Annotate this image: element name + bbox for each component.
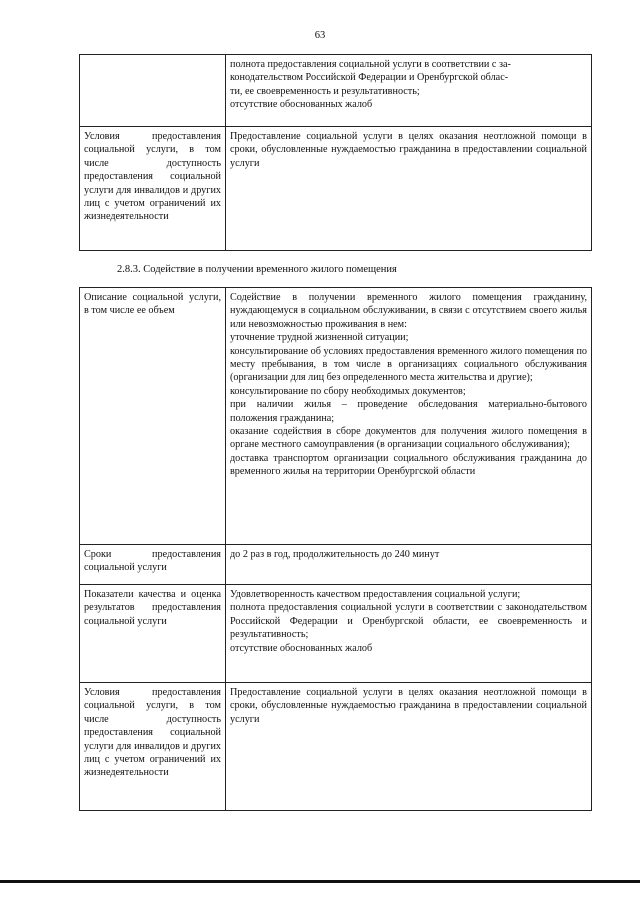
table-cell-value xyxy=(226,545,592,585)
section-heading: 2.8.3. Содействие в получении временного жилого помещения xyxy=(117,264,397,275)
table-row xyxy=(80,585,592,683)
table-cell-label: Условия предоставления социальной услуги, в том числе доступность предоставления социальной услуги для инвалидов и других лиц с учетом ограничений их жизнедеятельности xyxy=(80,683,226,811)
cell-line: консультирование об условиях предоставления временного жилого помещения по месту пребывания, в том числе в организациях социального обслуживания (организации для лиц без определенного места жительства и другие); xyxy=(230,345,587,384)
table-cell-value xyxy=(226,683,592,811)
cell-line: Предоставление социальной услуги в целях оказания неотложной помощи в сроки, обусловленные нуждаемостью гражданина в предоставлении социальной услуги xyxy=(230,687,587,725)
table-cell-value xyxy=(226,585,592,683)
cell-line: ти, ее своевременность и результативность; xyxy=(230,85,420,97)
table-cell-label: Сроки предоставления социальной услуги xyxy=(80,545,226,585)
table-cell-label: Описание социальной услуги, в том числе ее объем xyxy=(80,288,226,545)
table-cell-label xyxy=(80,55,226,127)
cell-line: Удовлетворенность качеством предоставления социальной услуги; xyxy=(230,589,521,600)
service-description-table xyxy=(79,287,592,811)
table-row xyxy=(80,288,592,545)
table-cell-value xyxy=(226,55,592,127)
cell-line: полнота предоставления социальной услуги в соответствии с законодательством Российской Федерации и Оренбургской области, ее своевременность и результативность; xyxy=(230,602,587,641)
footer-rule xyxy=(0,880,640,883)
table-row xyxy=(80,127,592,251)
cell-line: отсутствие обоснованных жалоб xyxy=(230,642,373,654)
cell-line: до 2 раз в год, продолжительность до 240 минут xyxy=(230,549,440,560)
cell-line: при наличии жилья – проведение обследования материально-бытового положения гражданина; xyxy=(230,399,587,424)
cell-line: конодательством Российской Федерации и Оренбургской облас- xyxy=(230,72,509,84)
page-number: 63 xyxy=(314,30,326,41)
cell-line: полнота предоставления социальной услуги в соответствии с за- xyxy=(230,59,511,70)
continued-service-table xyxy=(79,54,592,251)
table-cell-label: Показатели качества и оценка результатов предоставления социальной услуги xyxy=(80,585,226,683)
table-cell-value xyxy=(226,127,592,251)
cell-line: Содействие в получении временного жилого помещения гражданину, нуждающемуся в социальном обслуживании, в связи с отсутствием своего жилья или невозможностью проживания в нем: xyxy=(230,292,587,330)
cell-line: уточнение трудной жизненной ситуации; xyxy=(230,332,409,344)
table-row xyxy=(80,545,592,585)
cell-line: консультирование по сбору необходимых документов; xyxy=(230,385,466,397)
cell-line: доставка транспортом организации социального обслуживания гражданина до временного жилья на территории Оренбургской области xyxy=(230,452,587,478)
table-row xyxy=(80,683,592,811)
cell-line: отсутствие обоснованных жалоб xyxy=(230,99,373,111)
table-cell-value xyxy=(226,288,592,545)
table-cell-label: Условия предоставления социальной услуги, в том числе доступность предоставления социальной услуги для инвалидов и других лиц с учетом ограничений их жизнедеятельности xyxy=(80,127,226,251)
cell-line: Предоставление социальной услуги в целях оказания неотложной помощи в сроки, обусловленные нуждаемостью гражданина в предоставлении социальной услуги xyxy=(230,131,587,169)
table-row xyxy=(80,55,592,127)
cell-line: оказание содействия в сборе документов для получения жилого помещения в органе местного самоуправления (в организации социального обслуживания); xyxy=(230,426,587,451)
